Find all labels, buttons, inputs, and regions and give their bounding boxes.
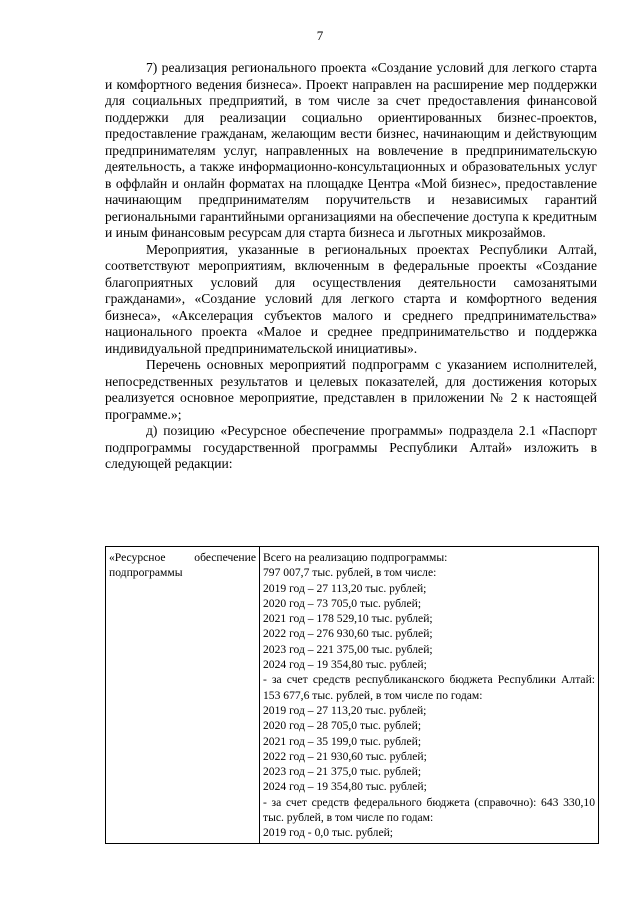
document-body xyxy=(105,60,597,473)
funding-line: 2021 год – 178 529,10 тыс. рублей; xyxy=(263,612,433,626)
table-cell-values xyxy=(260,547,599,843)
resource-label: «Ресурсное обеспечение подпрограммы xyxy=(109,551,256,580)
funding-line: 2019 год – 27 113,20 тыс. рублей; xyxy=(263,581,427,595)
funding-line: 2020 год – 73 705,0 тыс. рублей; xyxy=(263,596,422,610)
funding-line: 2024 год – 19 354,80 тыс. рублей; xyxy=(263,658,427,672)
paragraph-measures: Мероприятия, указанные в региональных проектах Республики Алтай, соответствуют мероприятиям, включенным в федеральные проекты «Создание благоприятных условий для осуществления деятельности самозанятыми гражданами», «Создание условий для легкого старта и комфортного ведения бизнеса», «Акселерация субъектов малого и среднего предпринимательства» национального проекта «Малое и среднее предпринимательство и поддержка индивидуальной предпринимательской инициативы». xyxy=(105,241,597,356)
page-number: 7 xyxy=(316,28,324,43)
funding-line: 2020 год – 28 705,0 тыс. рублей; xyxy=(263,719,422,733)
funding-line: 2023 год – 21 375,0 тыс. рублей; xyxy=(263,765,422,779)
table-cell-label xyxy=(106,547,260,843)
funding-line: 2022 год – 21 930,60 тыс. рублей; xyxy=(263,749,427,763)
resource-table xyxy=(105,546,599,844)
paragraph-list-of-measures: Перечень основных мероприятий подпрограмм с указанием исполнителей, непосредственных результатов и целевых показателей, для достижения которых реализуется основное мероприятие, представлен в приложении № 2 к настоящей программе.»; xyxy=(105,357,597,422)
table-row xyxy=(106,547,598,843)
funding-line: 2022 год – 276 930,60 тыс. рублей; xyxy=(263,627,433,641)
funding-line: 797 007,7 тыс. рублей, в том числе: xyxy=(263,566,437,580)
funding-line: 2021 год – 35 199,0 тыс. рублей; xyxy=(263,734,422,748)
paragraph-amendment: д) позицию «Ресурсное обеспечение программы» подраздела 2.1 «Паспорт подпрограммы государственной программы Республики Алтай» изложить в следующей редакции: xyxy=(105,423,597,471)
paragraph-regional-project: 7) реализация регионального проекта «Создание условий для легкого старта и комфортного ведения бизнеса». Проект направлен на расширение мер поддержки для социальных предприятий, в том числе за счет предоставления финансовой поддержки для реализации социально ориентированных бизнес-проектов, предоставление гражданам, желающим вести бизнес, начинающим и действующим предпринимателям услуг, направленных на вовлечение в предпринимательскую деятельность, а также информационно-консультационных и образовательных услуг в оффлайн и онлайн форматах на площадке Центра «Мой бизнес», предоставление начинающим предпринимателям поручительств и независимых гарантий региональными гарантийными организациями на обеспечение доступа к кредитным и иным финансовым ресурсам для старта бизнеса и льготных микрозаймов. xyxy=(105,60,597,240)
funding-line: Всего на реализацию подпрограммы: xyxy=(263,551,448,564)
funding-line: 2024 год – 19 354,80 тыс. рублей; xyxy=(263,780,427,794)
funding-line: 2023 год – 221 375,00 тыс. рублей; xyxy=(263,642,433,656)
funding-line: - за счет средств республиканского бюджета Республики Алтай: 153 677,6 тыс. рублей, в том числе по годам: xyxy=(263,673,595,702)
funding-line: - за счет средств федерального бюджета (справочно): 643 330,10 тыс. рублей, в том числе по годам: xyxy=(263,795,595,825)
funding-line: 2019 год - 0,0 тыс. рублей; xyxy=(263,826,394,840)
funding-line: 2019 год – 27 113,20 тыс. рублей; xyxy=(263,703,427,717)
